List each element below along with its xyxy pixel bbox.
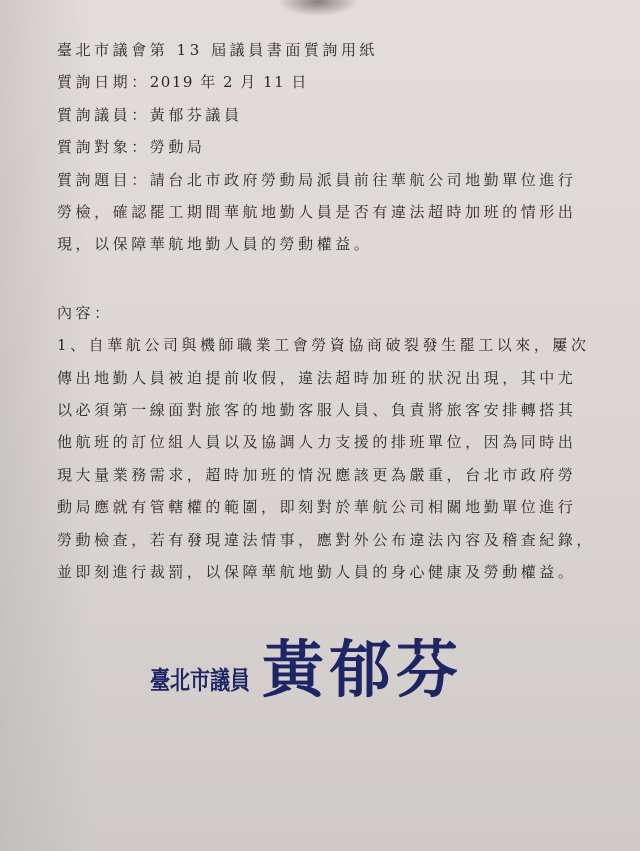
content-line: 動局應就有管轄權的範圍，即刻對於華航公司相關地勤單位進行 — [57, 498, 577, 516]
document-title: 臺北市議會第 13 屆議員書面質詢用紙 — [57, 41, 379, 59]
inquiry-date-label: 質詢日期： — [57, 73, 150, 91]
inquiry-target-row — [57, 138, 205, 156]
inquiry-target-label: 質詢對象： — [57, 138, 150, 156]
inquiry-member-label: 質詢議員： — [57, 106, 150, 124]
signature-name: 黃郁芬 — [262, 633, 464, 706]
content-line: 現大量業務需求，超時加班的情況應該更為嚴重，台北市政府勞 — [57, 466, 577, 484]
topic-line: 質詢題目：請台北市政府勞動局派員前往華航公司地勤單位進行 — [57, 171, 577, 189]
content-line: 並即刻進行裁罰，以保障華航地勤人員的身心健康及勞動權益。 — [57, 563, 577, 581]
inquiry-date-row — [57, 73, 308, 91]
content-line: 以必須第一線面對旅客的地勤客服人員、負責將旅客安排轉搭其 — [57, 401, 577, 419]
content-line: 勞動檢查，若有發現違法情事，應對外公布違法內容及稽查紀錄， — [57, 531, 595, 549]
content-line: 1、自華航公司與機師職業工會勞資協商破裂發生罷工以來，屢次 — [57, 336, 590, 354]
signature-title: 臺北市議員 — [150, 665, 250, 695]
topic-line: 現，以保障華航地勤人員的勞動權益。 — [57, 235, 373, 253]
content-line: 他航班的訂位組人員以及協調人力支援的排班單位，因為同時出 — [57, 433, 577, 451]
content-heading: 內容： — [57, 304, 113, 322]
inquiry-member-value: 黃郁芬議員 — [149, 106, 243, 124]
content-line: 傳出地勤人員被迫提前收假，違法超時加班的狀況出現，其中尤 — [57, 369, 577, 387]
topic-line: 勞檢，確認罷工期間華航地勤人員是否有違法超時加班的情形出 — [57, 203, 577, 221]
inquiry-date-value: 2019 年 2 月 11 日 — [149, 73, 308, 91]
inquiry-member-row — [57, 106, 243, 124]
inquiry-target-value: 勞動局 — [149, 138, 206, 156]
